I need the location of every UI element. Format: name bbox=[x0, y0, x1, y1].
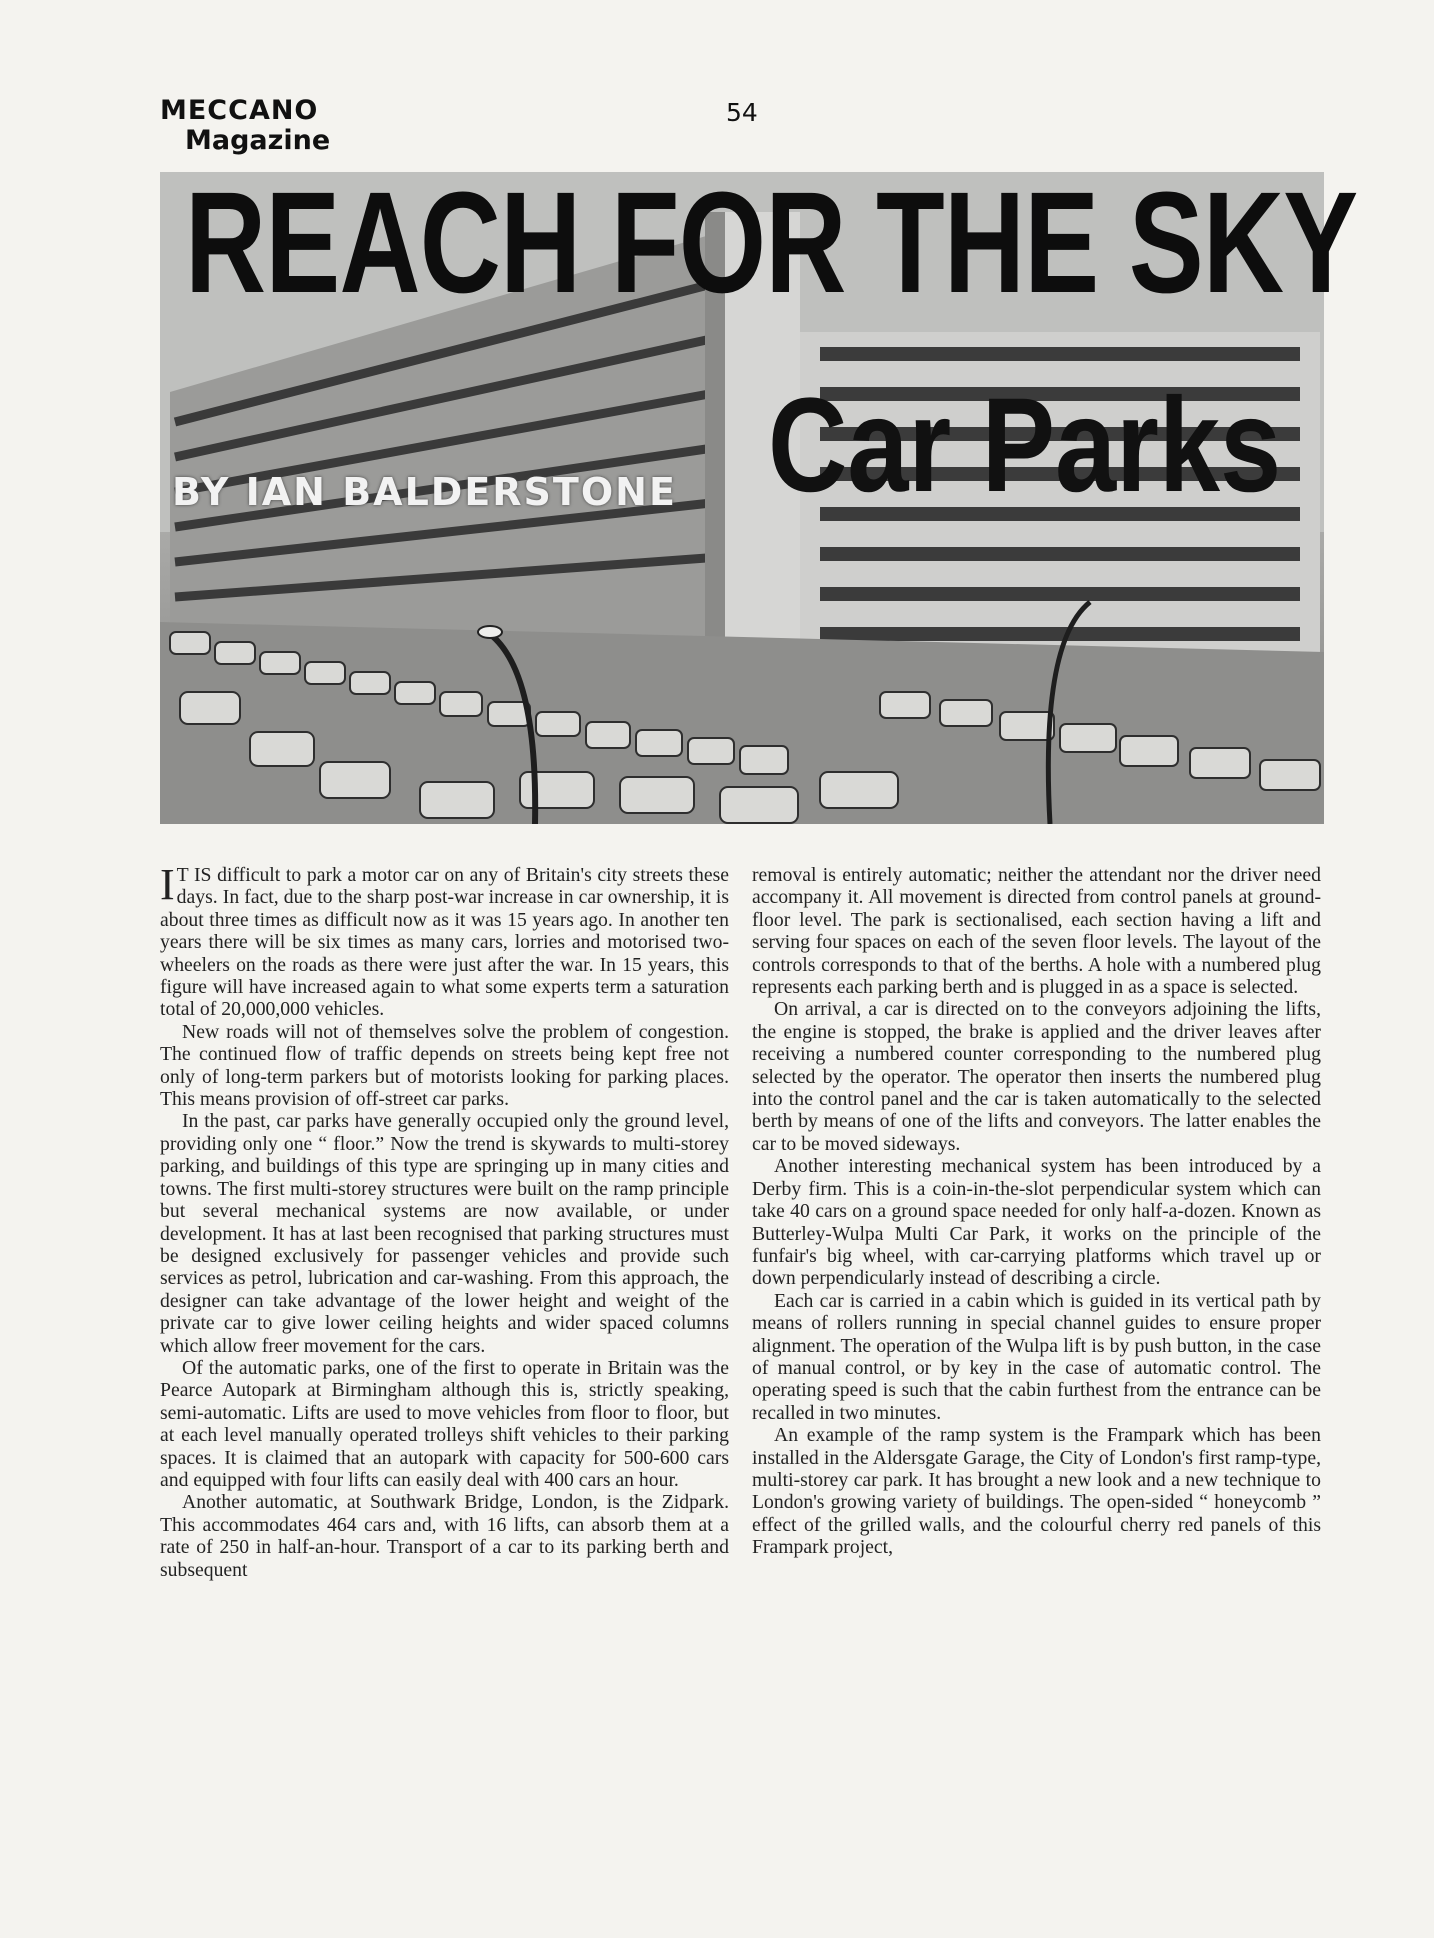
right-column bbox=[752, 864, 1321, 1559]
paragraph: On arrival, a car is directed on to the conveyors adjoining the lifts, the engine is stopped, the brake is applied and the driver leaves after receiving a numbered counter corresponding to the numbered plug selected by the operator. The operator then inserts the numbered plug into the control panel and the car is taken automatically to the selected berth by means of one of the lifts and conveyors. The latter enables the car to be moved sideways. bbox=[752, 998, 1321, 1155]
paragraph: Another interesting mechanical system has been introduced by a Derby firm. This is a coin-in-the-slot perpendicular system which can take 40 cars on a ground space needed for only half-a-dozen. Known as Butterley-Wulpa Multi Car Park, it works on the principle of the funfair's big wheel, with car-carrying platforms which travel up or down perpendicularly instead of describing a circle. bbox=[752, 1155, 1321, 1290]
paragraph: An example of the ramp system is the Frampark which has been installed in the Aldersgate Garage, the City of London's first ramp-type, multi-storey car park. It has brought a new look and a new technique to London's growing variety of buildings. The open-sided “ honeycomb ” effect of the grilled walls, and the colourful cherry red panels of this Frampark project, bbox=[752, 1424, 1321, 1559]
drop-cap: I bbox=[160, 860, 175, 909]
masthead-subtitle: Magazine bbox=[185, 125, 331, 156]
article-subtitle: Car Parks bbox=[768, 371, 1282, 520]
paragraph: removal is entirely automatic; neither the attendant nor the driver need accompany it. All movement is directed from control panels at ground-floor level. The park is sectionalised, each section having a lift and serving four spaces on each of the seven floor levels. The layout of the controls corresponds to that of the berths. A hole with a numbered plug represents each parking berth and is plugged in as a space is selected. bbox=[752, 864, 1321, 999]
paragraph: Each car is carried in a cabin which is guided in its vertical path by means of rollers running in special channel guides to ensure proper alignment. The operation of the Wulpa lift is by push button, in the case of manual control, or by key in the case of automatic control. The operating speed is such that the cabin furthest from the entrance can be recalled in two minutes. bbox=[752, 1289, 1321, 1424]
masthead bbox=[160, 96, 330, 156]
article-byline: BY IAN BALDERSTONE bbox=[172, 470, 677, 514]
left-column bbox=[160, 860, 729, 1581]
paragraph: Another automatic, at Southwark Bridge, London, is the Zidpark. This accommodates 464 cars and, with 16 lifts, can absorb them at a rate of 250 in half-an-hour. Transport of a car to its parking berth and subsequent bbox=[160, 1491, 729, 1581]
page-number: 54 bbox=[726, 98, 758, 127]
paragraph: New roads will not of themselves solve the problem of congestion. The continued flow of traffic depends on streets being kept free not only of long-term parkers but of motorists looking for parking places. This means provision of off-street car parks. bbox=[160, 1020, 729, 1111]
paragraph: Of the automatic parks, one of the first to operate in Britain was the Pearce Autopark at Birmingham although this is, strictly speaking, semi-automatic. Lifts are used to move vehicles from floor to floor, but at each level manually operated trolleys shift vehicles to their parking spaces. It is claimed that an autopark with capacity for 500-600 cars and equipped with four lifts can easily deal with 400 cars an hour. bbox=[160, 1356, 729, 1491]
paragraph: In the past, car parks have generally occupied only the ground level, providing only one “ floor.” Now the trend is skywards to multi-storey parking, and buildings of this type are springing up in many cities and towns. The first multi-storey structures were built on the ramp principle but several mechanical systems are now available, or under development. It has at last been recognised that parking structures must be designed exclusively for passenger vehicles and provide such services as petrol, lubrication and car-washing. From this approach, the designer can take advantage of the lower height and weight of the private car to give lower ceiling heights and wider spaced columns which allow freer movement for the cars. bbox=[160, 1110, 729, 1357]
paragraph-text: T IS difficult to park a motor car on any of Britain's city streets these days. In fact, due to the sharp post-war increase in car ownership, it is about three times as difficult now as it was 15 years ago. In another ten years there will be six times as many cars, lorries and motorised two-wheelers on the roads as there were just after the war. In 15 years, this figure will have increased again to what some experts term a saturation total of 20,000,000 vehicles. bbox=[160, 864, 729, 1021]
masthead-title: MECCANO bbox=[160, 95, 319, 126]
article-title: REACH FOR THE SKY bbox=[185, 162, 1358, 323]
paragraph bbox=[160, 860, 729, 1021]
